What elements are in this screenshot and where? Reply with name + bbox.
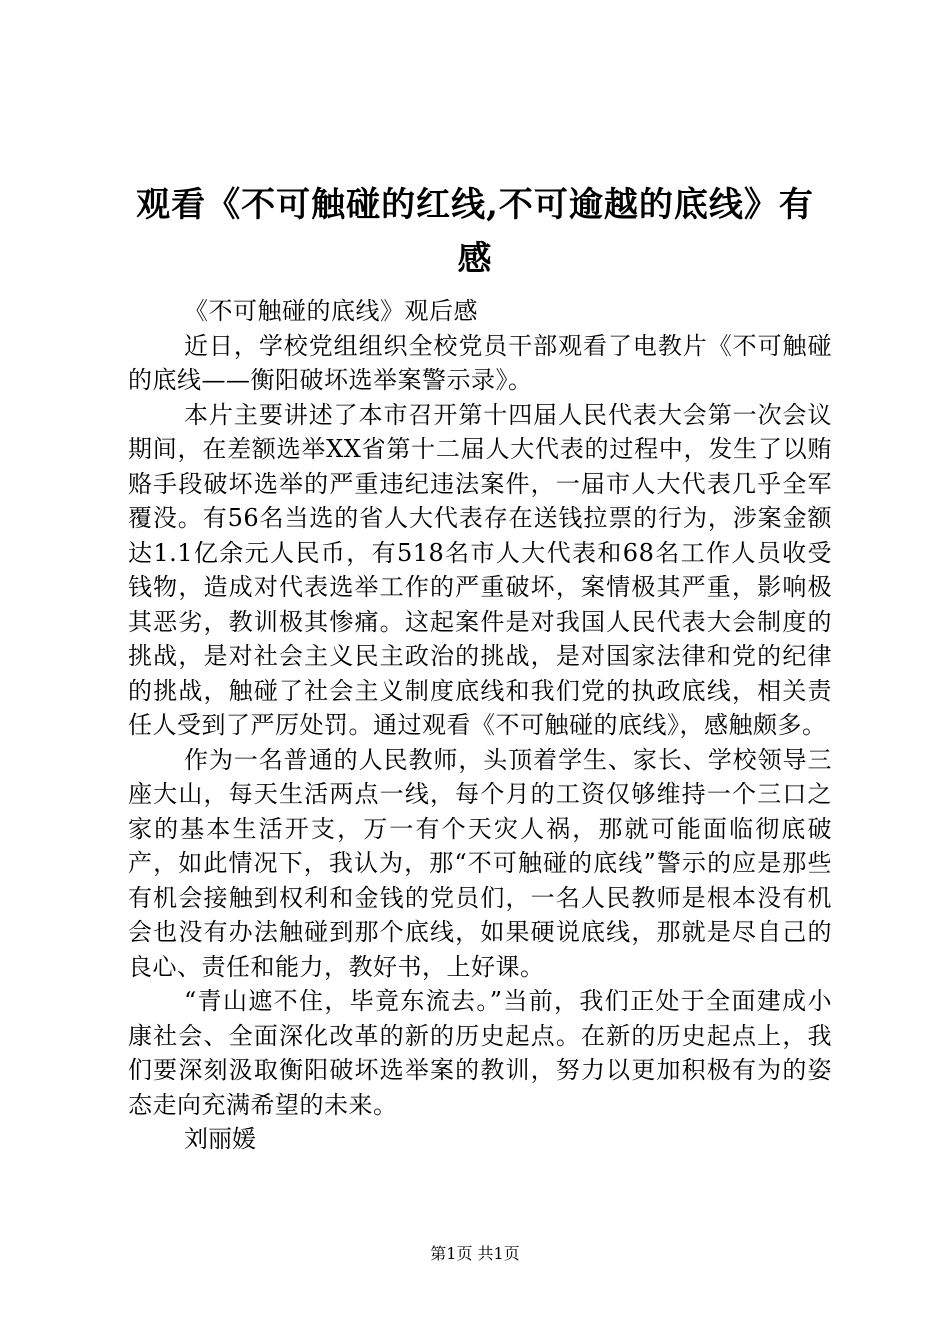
paragraph-teacher-view: 作为一名普通的人民教师，头顶着学生、家长、学校领导三座大山，每天生活两点一线，每个月的工资仅够维持一个三口之家的基本生活开支，万一有个天灾人祸，那就可能面临彻底破产，如此情况下，我认为，那“不可触碰的底线”警示的应是那些有机会接触到权利和金钱的党员们，一名人民教师是根本没有机会也没有办法触碰到那个底线，如果硬说底线，那就是尽自己的良心、责任和能力，教好书，上好课。 [128,745,832,981]
paragraph-intro: 近日，学校党组组织全校党员干部观看了电教片《不可触碰的底线——衡阳破坏选举案警示录》。 [128,331,832,394]
page-number-footer: 第1页 共1页 [430,1244,520,1263]
document-title: 观看《不可触碰的红线,不可逾越的底线》有感 [136,185,814,279]
paragraph-conclusion: “青山遮不住，毕竟东流去。”当前，我们正处于全面建成小康社会、全面深化改革的新的历史起点。在新的历史起点上，我们要深刻汲取衡阳破坏选举案的教训，努力以更加积极有为的姿态走向充满希望的未来。 [128,987,832,1119]
paragraph-case-summary: 本片主要讲述了本市召开第十四届人民代表大会第一次会议期间，在差额选举XX省第十二届人大代表的过程中，发生了以贿赂手段破坏选举的严重违纪违法案件，一届市人大代表几乎全军覆没。有56名当选的省人大代表存在送钱拉票的行为，涉案金额达1.1亿余元人民币，有518名市人大代表和68名工作人员收受钱物，造成对代表选举工作的严重破坏，案情极其严重，影响极其恶劣，教训极其惨痛。这起案件是对我国人民代表大会制度的挑战，是对社会主义民主政治的挑战，是对国家法律和党的纪律的挑战，触碰了社会主义制度底线和我们党的执政底线，相关责任人受到了严厉处罚。通过观看《不可触碰的底线》，感触颇多。 [128,400,832,739]
document-body [128,294,832,1157]
author-signature: 刘丽媛 [184,1125,256,1153]
paragraph-subtitle: 《不可触碰的底线》观后感 [184,297,478,325]
